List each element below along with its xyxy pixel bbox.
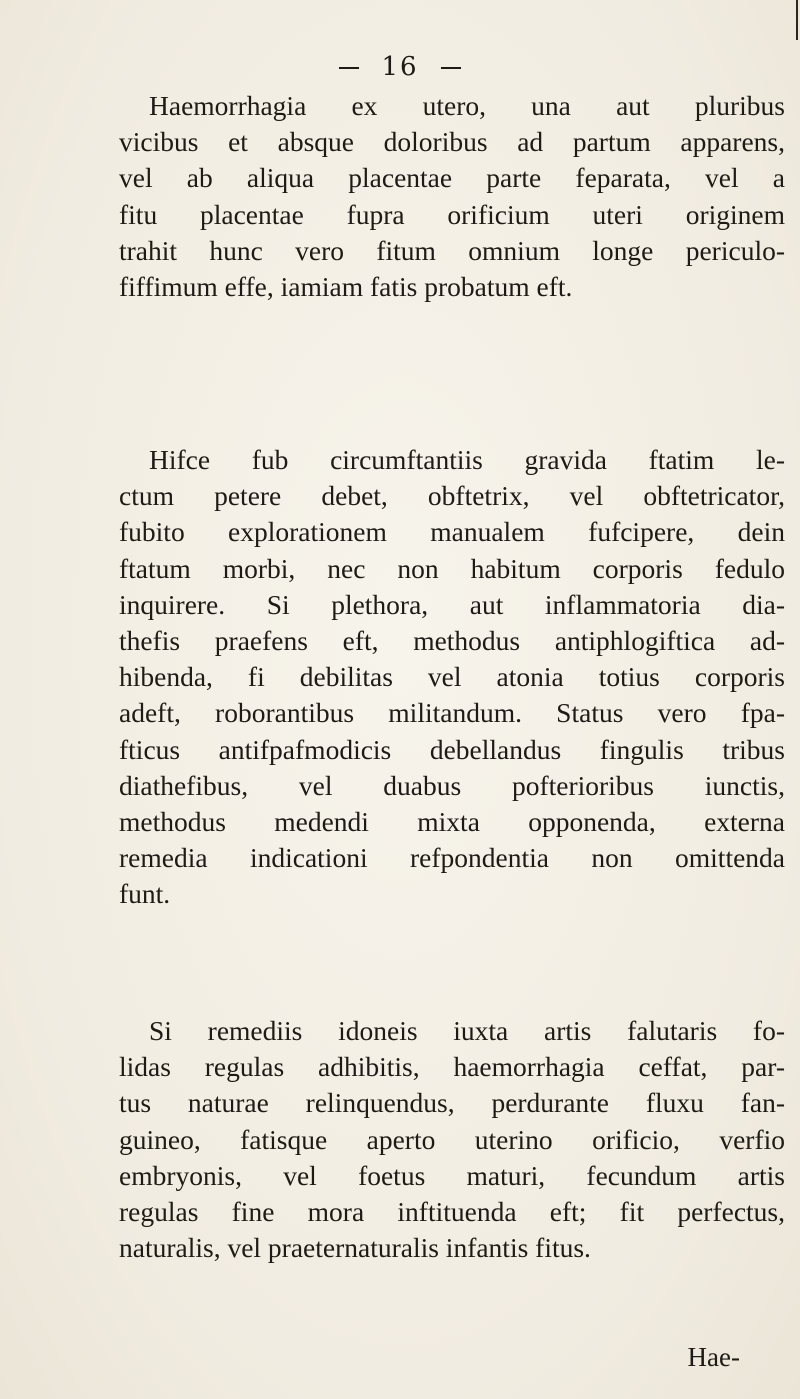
text-line: guineo, fatisque aperto uterino orificio, verfio xyxy=(119,1123,785,1155)
text-line: lidas regulas adhibitis, haemorrhagia ceffat, par- xyxy=(119,1051,785,1083)
text-line: embryonis, vel foetus maturi, fecundum artis xyxy=(119,1159,785,1191)
text-line: fiffimum effe, iamiam fatis probatum eft. xyxy=(119,271,573,303)
text-line: trahit hunc vero fitum omnium longe periculo- xyxy=(119,234,785,266)
header-dash-right xyxy=(441,67,461,69)
text-line: funt. xyxy=(119,878,171,910)
catchword: Hae- xyxy=(687,1342,740,1372)
page-edge-mark xyxy=(796,0,798,40)
text-line: tus naturae relinquendus, perdurante fluxu fan- xyxy=(119,1087,785,1119)
text-line: ctum petere debet, obftetrix, vel obftetricator, xyxy=(119,480,785,512)
text-line: fticus antifpafmodicis debellandus fingulis tribus xyxy=(119,733,785,765)
paragraph-2 xyxy=(119,442,785,913)
text-line: hibenda, fi debilitas vel atonia totius corporis xyxy=(119,661,785,693)
text-line: regulas fine mora inftituenda eft; fit perfectus, xyxy=(119,1196,785,1228)
text-line: Haemorrhagia ex utero, una aut pluribus xyxy=(149,90,785,121)
text-line: vel ab aliqua placentae parte feparata, vel a xyxy=(119,162,785,194)
text-line: diathefibus, vel duabus pofterioribus iunctis, xyxy=(119,769,785,801)
text-line: thefis praefens eft, methodus antiphlogiftica ad- xyxy=(119,625,785,657)
paragraph-3 xyxy=(119,1013,785,1266)
text-line: fitu placentae fupra orificium uteri originem xyxy=(119,198,785,230)
text-line: naturalis, vel praeternaturalis infantis fitus. xyxy=(119,1232,591,1264)
text-line: methodus medendi mixta opponenda, externa xyxy=(119,806,785,838)
text-line: fubito explorationem manualem fufcipere, dein xyxy=(119,516,785,548)
text-line: ftatum morbi, nec non habitum corporis fedulo xyxy=(119,552,785,584)
page-header xyxy=(0,52,800,82)
text-line: adeft, roborantibus militandum. Status vero fpa- xyxy=(119,697,785,729)
text-line: inquirere. Si plethora, aut inflammatoria dia- xyxy=(119,588,785,620)
text-line: remedia indicationi refpondentia non omittenda xyxy=(119,842,785,874)
paragraph-1 xyxy=(119,88,785,305)
page-number: 16 xyxy=(381,52,419,82)
text-line: Hifce fub circumftantiis gravida ftatim le- xyxy=(149,444,785,475)
text-line: vicibus et absque doloribus ad partum apparens, xyxy=(119,126,785,158)
text-line: Si remediis idoneis iuxta artis falutaris fo- xyxy=(149,1015,785,1046)
header-dash-left xyxy=(339,67,359,69)
